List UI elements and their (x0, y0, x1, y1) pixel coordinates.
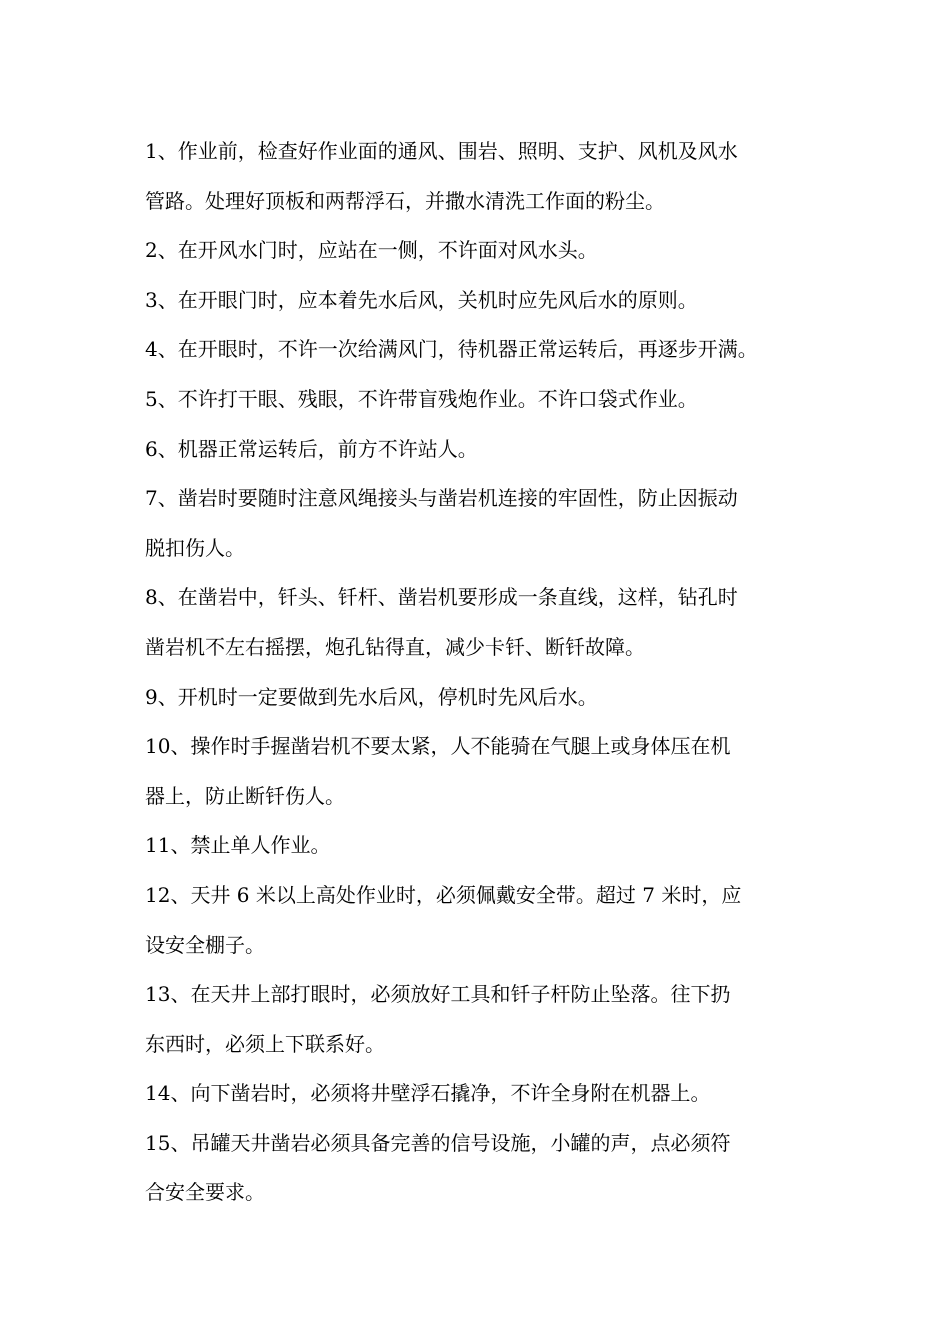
text-line: 1、作业前，检查好作业面的通风、围岩、照明、支护、风机及风水 (145, 139, 738, 163)
text-line: 5、不许打干眼、残眼，不许带盲残炮作业。不许口袋式作业。 (145, 386, 698, 411)
text-line: 凿岩机不左右摇摆，炮孔钻得直，减少卡钎、断钎故障。 (145, 634, 645, 659)
text-line: 合安全要求。 (145, 1180, 265, 1205)
text-line: 13、在天井上部打眼时，必须放好工具和钎子杆防止坠落。往下扔 (145, 982, 731, 1007)
text-line: 设安全棚子。 (145, 932, 265, 957)
text-line: 10、操作时手握凿岩机不要太紧，人不能骑在气腿上或身体压在机 (145, 734, 731, 759)
text-line: 管路。处理好顶板和两帮浮石，并撒水清洗工作面的粉尘。 (145, 188, 665, 213)
text-line: 东西时，必须上下联系好。 (145, 1031, 385, 1056)
text-line: 15、吊罐天井凿岩必须具备完善的信号设施，小罐的声，点必须符 (145, 1130, 731, 1155)
text-line: 14、向下凿岩时，必须将井壁浮石撬净，不许全身附在机器上。 (145, 1081, 711, 1106)
text-line: 脱扣伤人。 (145, 535, 245, 560)
document-body (145, 127, 825, 1218)
text-line: 2、在开风水门时，应站在一侧，不许面对风水头。 (145, 238, 598, 263)
text-line: 4、在开眼时，不许一次给满风门，待机器正常运转后，再逐步开满。 (145, 337, 758, 362)
text-line: 9、开机时一定要做到先水后风，停机时先风后水。 (145, 684, 598, 709)
text-line: 12、天井 6 米以上高处作业时，必须佩戴安全带。超过 7 米时，应 (145, 882, 742, 907)
text-line: 器上，防止断钎伤人。 (145, 783, 345, 808)
text-line: 8、在凿岩中，钎头、钎杆、凿岩机要形成一条直线，这样，钻孔时 (145, 585, 738, 610)
text-line: 6、机器正常运转后，前方不许站人。 (145, 436, 478, 461)
text-line: 3、在开眼门时，应本着先水后风，关机时应先风后水的原则。 (145, 287, 698, 312)
text-line: 7、凿岩时要随时注意风绳接头与凿岩机连接的牢固性，防止因振动 (145, 486, 738, 511)
text-line: 11、禁止单人作业。 (145, 833, 331, 858)
